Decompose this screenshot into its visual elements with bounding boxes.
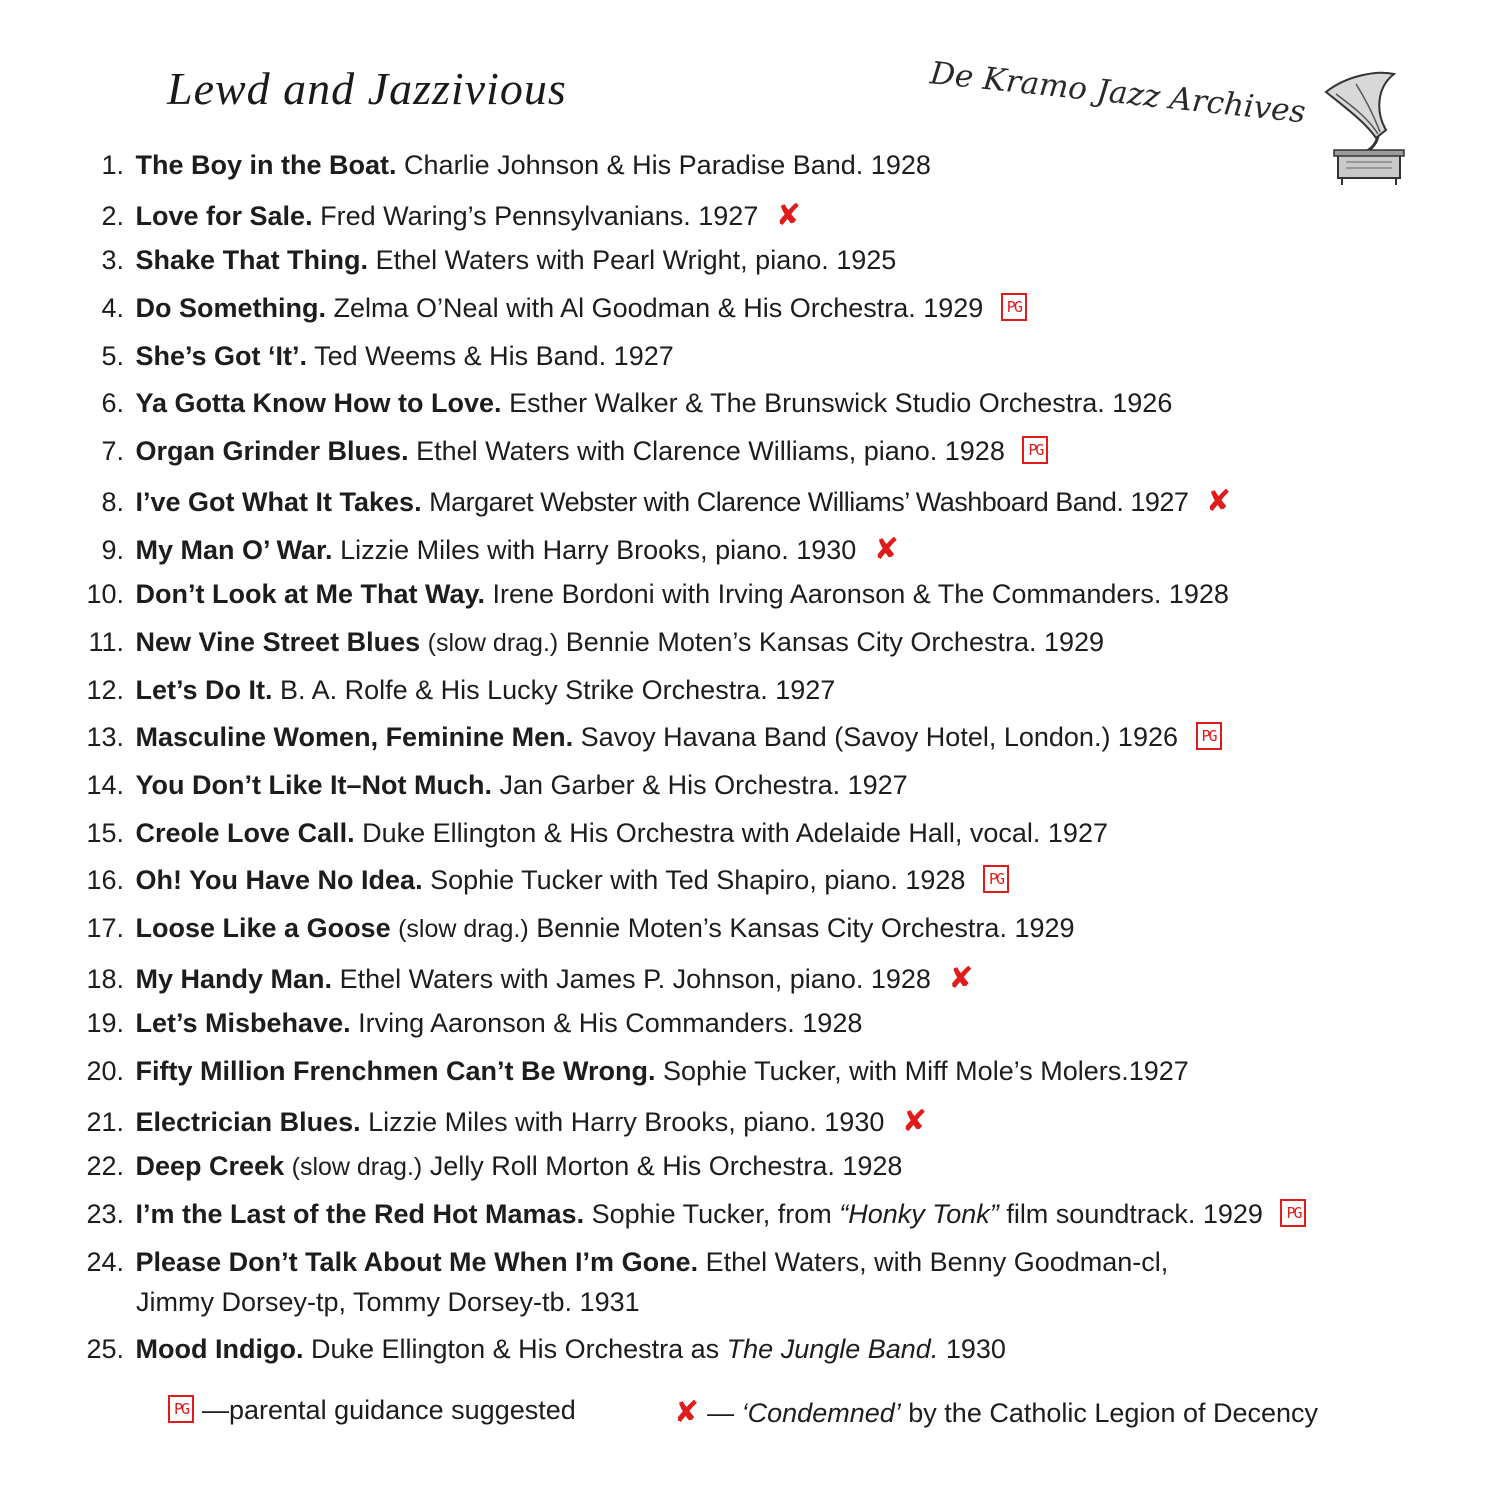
- track-list: [72, 144, 1472, 1376]
- track-title: Ya Gotta Know How to Love.: [135, 388, 502, 419]
- list-item: [72, 1098, 1472, 1146]
- legend-x-dash: —: [707, 1398, 735, 1428]
- list-item: [72, 764, 1472, 812]
- track-number: 21.: [86, 1106, 124, 1137]
- band-alias: The Jungle Band.: [726, 1333, 939, 1364]
- track-note: (slow drag.): [427, 628, 559, 657]
- track-number: 4.: [101, 293, 124, 324]
- pg-badge-icon: PG: [1022, 436, 1048, 464]
- track-number: 23.: [86, 1199, 124, 1230]
- track-title: She’s Got ‘It’.: [135, 340, 308, 371]
- track-number: 14.: [86, 769, 124, 800]
- track-artist: Sophie Tucker, with Miff Mole’s Molers.1927: [663, 1056, 1189, 1087]
- condemned-x-icon: ✘: [873, 532, 899, 566]
- list-item: [72, 621, 1472, 669]
- track-number: 22.: [86, 1151, 124, 1182]
- track-artist: Sophie Tucker, from: [591, 1199, 832, 1230]
- track-title: Creole Love Call.: [135, 817, 355, 848]
- list-item: [72, 812, 1472, 860]
- pg-badge-icon: PG: [1280, 1199, 1306, 1227]
- track-number: 6.: [101, 388, 124, 419]
- track-artist: Fred Waring’s Pennsylvanians. 1927: [320, 200, 759, 231]
- list-item: [72, 573, 1472, 621]
- track-title: Do Something.: [135, 293, 327, 324]
- track-title: Love for Sale.: [135, 200, 313, 231]
- track-note: (slow drag.): [291, 1153, 423, 1182]
- condemned-x-icon: ✘: [948, 961, 974, 995]
- list-item: [72, 239, 1472, 287]
- film-title: “Honky Tonk”: [839, 1199, 999, 1230]
- track-artist: B. A. Rolfe & His Lucky Strike Orchestra. 1927: [280, 674, 836, 705]
- track-number: 5.: [101, 340, 124, 371]
- track-title: You Don’t Like It–Not Much.: [135, 769, 492, 800]
- track-artist-suffix: 1930: [945, 1333, 1006, 1364]
- track-artist: Irene Bordoni with Irving Aaronson & The Commanders. 1928: [492, 579, 1229, 610]
- list-item: [72, 1050, 1472, 1098]
- pg-badge-icon: PG: [1001, 293, 1027, 321]
- track-title: Mood Indigo.: [135, 1333, 304, 1364]
- track-number: 2.: [101, 200, 124, 231]
- legend-condemned: [674, 1395, 1318, 1430]
- pg-badge-icon: PG: [983, 865, 1009, 893]
- brand-name: De Kramo Jazz Archives: [928, 55, 1308, 131]
- list-item: [72, 335, 1472, 383]
- list-item: [72, 430, 1472, 478]
- track-artist: Charlie Johnson & His Paradise Band. 1928: [404, 150, 931, 180]
- track-number: 20.: [86, 1056, 124, 1087]
- condemned-x-icon: ✘: [1205, 484, 1232, 518]
- list-item: [72, 1145, 1472, 1193]
- list-item: [72, 192, 1472, 240]
- track-number: 17.: [86, 913, 124, 943]
- list-item: [72, 955, 1472, 1003]
- track-artist: Jelly Roll Morton & His Orchestra. 1928: [429, 1151, 903, 1182]
- track-artist: Ted Weems & His Band. 1927: [314, 340, 674, 371]
- track-number: 24.: [86, 1246, 124, 1277]
- track-note: (slow drag.): [398, 915, 529, 943]
- track-title: Let’s Do It.: [135, 674, 273, 705]
- track-number: 18.: [86, 963, 124, 994]
- track-artist-suffix: film soundtrack. 1929: [1006, 1199, 1263, 1230]
- track-artist: Bennie Moten’s Kansas City Orchestra. 1929: [565, 626, 1105, 657]
- list-item: [72, 382, 1472, 430]
- track-artist: Duke Ellington & His Orchestra as: [310, 1333, 720, 1364]
- track-title: Deep Creek: [135, 1151, 285, 1182]
- list-item: [72, 144, 1472, 192]
- pg-badge-icon: PG: [1196, 722, 1222, 750]
- track-title: My Handy Man.: [135, 963, 333, 994]
- track-number: 8.: [101, 486, 124, 517]
- track-title: Don’t Look at Me That Way.: [135, 579, 486, 610]
- track-artist: Ethel Waters with Clarence Williams, piano. 1928: [416, 436, 1005, 467]
- track-number: 13.: [86, 722, 124, 753]
- track-number: 7.: [101, 436, 124, 467]
- track-artist: Irving Aaronson & His Commanders. 1928: [358, 1008, 863, 1039]
- track-number: 12.: [86, 674, 124, 705]
- track-artist-continued: Jimmy Dorsey-tp, Tommy Dorsey-tb. 1931: [136, 1286, 640, 1317]
- track-artist: Ethel Waters with Pearl Wright, piano. 1925: [375, 245, 897, 276]
- track-number: 3.: [101, 245, 124, 276]
- track-number: 16.: [86, 865, 124, 896]
- track-title: I’m the Last of the Red Hot Mamas.: [135, 1199, 585, 1230]
- list-item: [72, 859, 1472, 907]
- track-artist: Sophie Tucker with Ted Shapiro, piano. 1928: [430, 865, 966, 896]
- track-title: Please Don’t Talk About Me When I’m Gone.: [135, 1246, 699, 1277]
- track-title: Electrician Blues.: [135, 1106, 361, 1137]
- track-title: Masculine Women, Feminine Men.: [135, 722, 574, 753]
- track-artist: Margaret Webster with Clarence Williams’ Washboard Band. 1927: [429, 486, 1189, 517]
- list-item: [72, 1002, 1472, 1050]
- track-artist: Savoy Havana Band (Savoy Hotel, London.) 1926: [580, 722, 1178, 753]
- pg-badge-icon: PG: [168, 1395, 194, 1423]
- track-title: Fifty Million Frenchmen Can’t Be Wrong.: [135, 1056, 656, 1087]
- track-title: Shake That Thing.: [135, 245, 369, 276]
- track-number: 15.: [86, 817, 124, 848]
- list-item: [72, 287, 1472, 335]
- list-item: [72, 669, 1472, 717]
- list-item: [72, 1193, 1472, 1241]
- track-title: New Vine Street Blues: [135, 626, 421, 657]
- track-artist: Esther Walker & The Brunswick Studio Orchestra. 1926: [509, 388, 1173, 419]
- track-title: I’ve Got What It Takes.: [135, 486, 422, 517]
- legend-x-italic: ‘Condemned’: [741, 1398, 901, 1428]
- track-artist: Zelma O’Neal with Al Goodman & His Orchestra. 1929: [333, 293, 984, 324]
- track-number: 25.: [86, 1333, 124, 1364]
- condemned-x-icon: ✘: [674, 1396, 700, 1429]
- track-artist: Ethel Waters with James P. Johnson, piano. 1928: [339, 963, 931, 994]
- legend-pg: [168, 1395, 576, 1426]
- track-number: 11.: [88, 626, 124, 657]
- track-title: Oh! You Have No Idea.: [135, 865, 423, 896]
- page-title: Lewd and Jazzivious: [167, 63, 567, 114]
- legend-pg-text: —parental guidance suggested: [202, 1395, 576, 1425]
- legend-x-text: by the Catholic Legion of Decency: [908, 1398, 1319, 1428]
- track-number: 10.: [86, 579, 124, 610]
- list-item: [72, 526, 1472, 574]
- track-number: 1.: [101, 150, 124, 180]
- track-artist: Bennie Moten’s Kansas City Orchestra. 1929: [536, 913, 1075, 943]
- track-number: 19.: [86, 1008, 124, 1039]
- list-item: [72, 478, 1472, 526]
- list-item: [72, 1241, 1472, 1328]
- track-artist: Jan Garber & His Orchestra. 1927: [499, 769, 908, 800]
- track-title: Organ Grinder Blues.: [135, 436, 409, 467]
- list-item: [72, 1328, 1472, 1376]
- track-artist: Lizzie Miles with Harry Brooks, piano. 1930: [368, 1106, 885, 1137]
- condemned-x-icon: ✘: [775, 198, 801, 232]
- condemned-x-icon: ✘: [901, 1104, 928, 1138]
- track-number: 9.: [101, 534, 124, 565]
- track-title: Let’s Misbehave.: [135, 1008, 351, 1039]
- list-item: [72, 716, 1472, 764]
- track-title: My Man O’ War.: [135, 534, 333, 565]
- track-artist: Ethel Waters, with Benny Goodman-cl,: [705, 1246, 1169, 1277]
- track-title: The Boy in the Boat.: [135, 150, 397, 180]
- list-item: [72, 907, 1472, 955]
- track-artist: Lizzie Miles with Harry Brooks, piano. 1930: [340, 534, 857, 565]
- track-artist: Duke Ellington & His Orchestra with Adelaide Hall, vocal. 1927: [362, 817, 1108, 848]
- track-title: Loose Like a Goose: [135, 913, 391, 943]
